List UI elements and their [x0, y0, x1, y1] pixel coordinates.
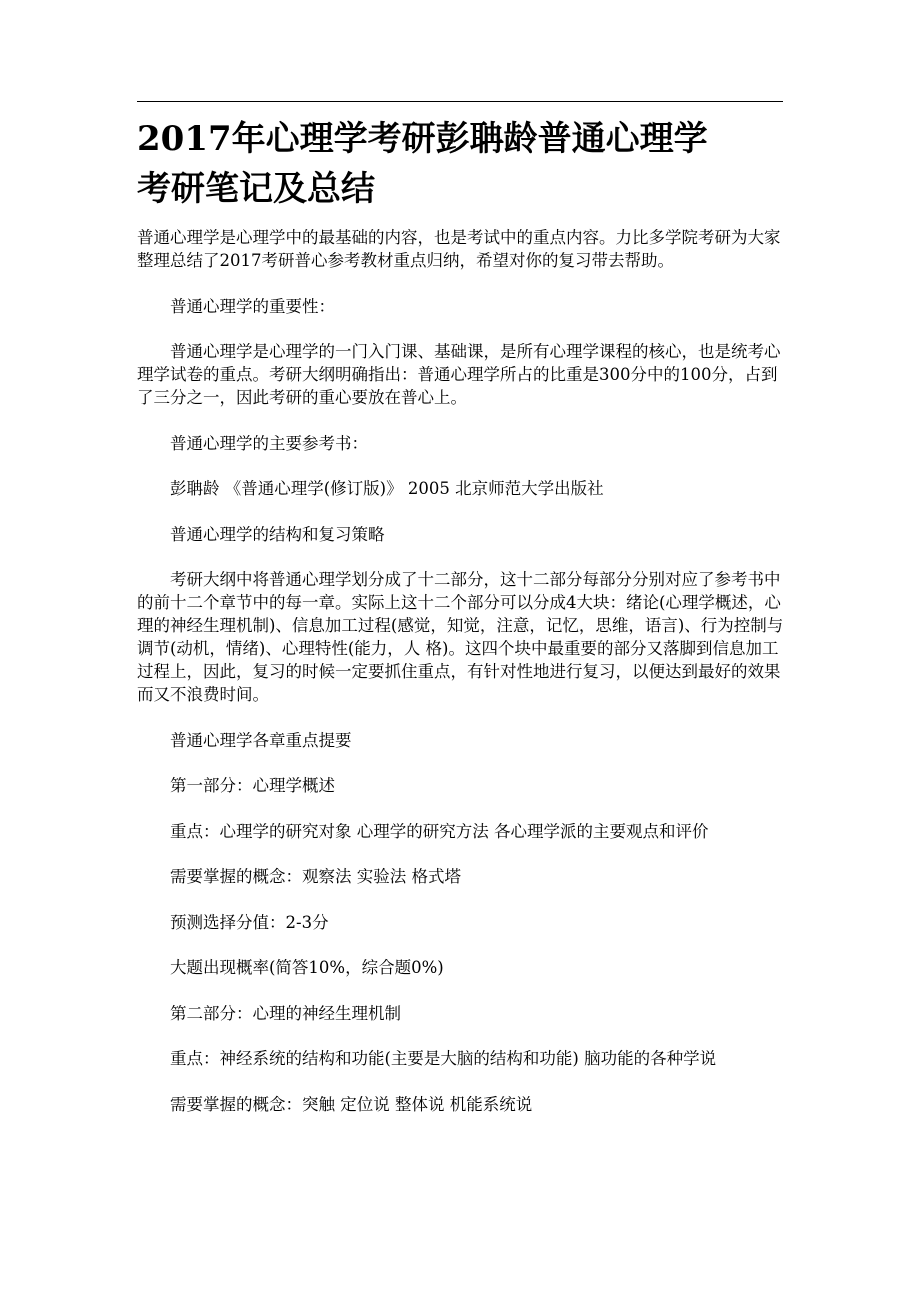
- title-line-2: 考研笔记及总结: [137, 169, 375, 209]
- paragraph: 第二部分：心理的神经生理机制: [170, 1003, 401, 1023]
- paragraph: 大题出现概率(简答10%，综合题0%): [170, 958, 444, 977]
- paragraph: 预测选择分值：2-3分: [170, 912, 329, 932]
- paragraph: 普通心理学是心理学的一门入门课、基础课，是所有心理学课程的核心，也是统考心理学试卷的重点。考研大纲明确指出：普通心理学所占的比重是300分中的100分，占到了三分之一，因此考研的重心要放在普心上。: [137, 342, 781, 407]
- paragraph: 普通心理学的重要性：: [170, 296, 335, 316]
- paragraph: 彭聃龄 《普通心理学(修订版)》 2005 北京师范大学出版社: [170, 479, 604, 498]
- paragraph: 普通心理学的主要参考书：: [170, 433, 368, 453]
- paragraph: 普通心理学的结构和复习策略: [170, 524, 385, 544]
- header-rule: [137, 101, 783, 102]
- document-body: [137, 226, 789, 1138]
- paragraph: 考研大纲中将普通心理学划分成了十二部分，这十二部分每部分分别对应了参考书中的前十二个章节中的每一章。实际上这十二个部分可以分成4大块：绪论(心理学概述，心理的神经生理机制)、信息加工过程(感觉，知觉，注意，记忆，思维，语言)、行为控制与调节(动机，情绪)、心理特性(能力，人 格)。这四个块中最重要的部分又落脚到信息加工过程上，因此，复习的时候一定要抓住重点，有针对性地进行复习，以便达到最好的效果而又不浪费时间。: [137, 570, 784, 704]
- title-line-1: 2017年心理学考研彭聃龄普通心理学: [137, 119, 708, 159]
- paragraph: 第一部分：心理学概述: [170, 776, 335, 795]
- paragraph: 重点：心理学的研究对象 心理学的研究方法 各心理学派的主要观点和评价: [170, 821, 709, 841]
- paragraph: 普通心理学是心理学中的最基础的内容，也是考试中的重点内容。力比多学院考研为大家整理总结了2017考研普心参考教材重点归纳，希望对你的复习带去帮助。: [137, 228, 781, 270]
- paragraph: 普通心理学各章重点提要: [170, 730, 352, 750]
- paragraph: 重点：神经系统的结构和功能(主要是大脑的结构和功能) 脑功能的各种学说: [170, 1049, 717, 1068]
- paragraph: 需要掌握的概念：突触 定位说 整体说 机能系统说: [170, 1094, 533, 1114]
- paragraph: 需要掌握的概念：观察法 实验法 格式塔: [170, 867, 461, 886]
- document-title: [137, 114, 797, 214]
